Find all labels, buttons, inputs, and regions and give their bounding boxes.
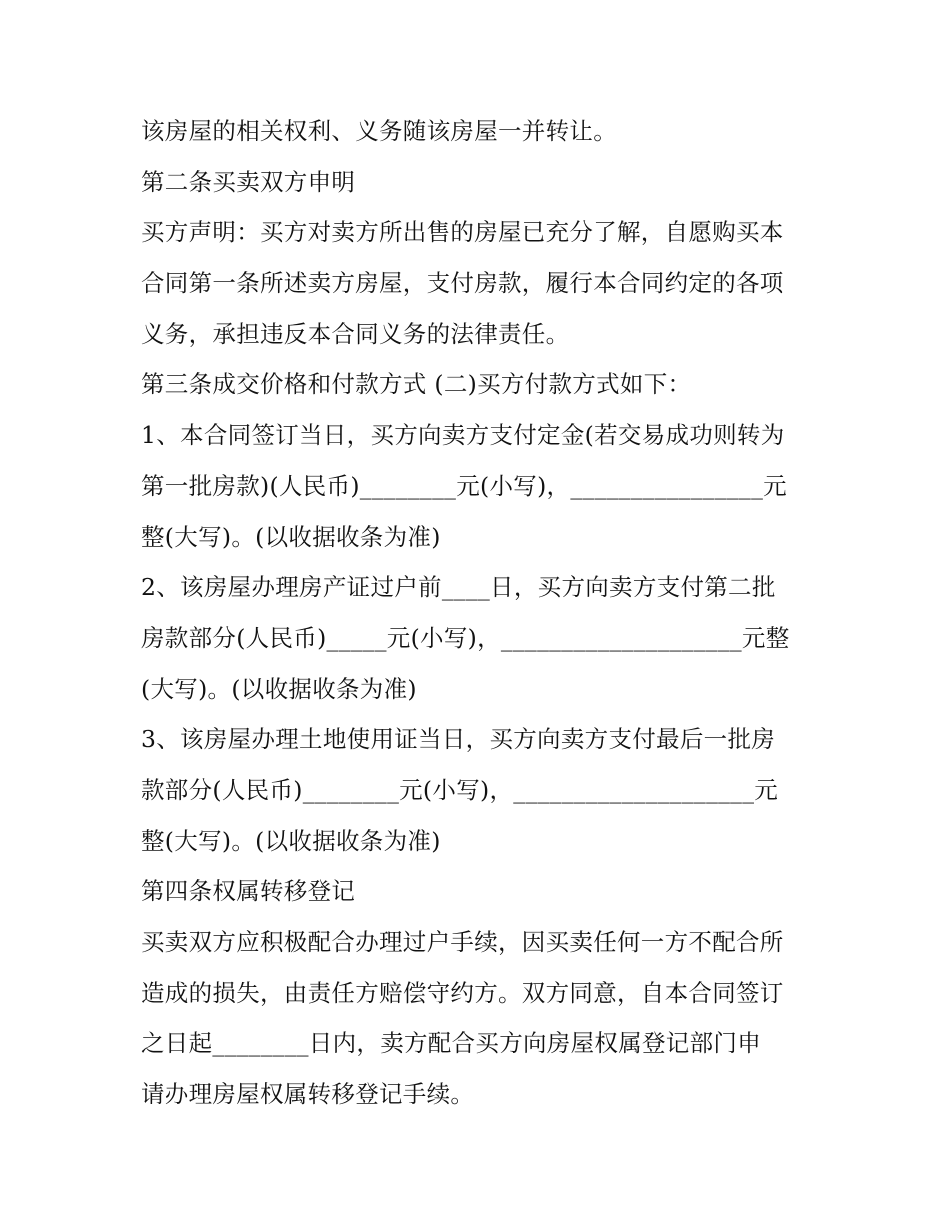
- paragraph-line: 整(大写)。(以收据收条为准): [141, 826, 441, 855]
- section-heading-article-4: 第四条权属转移登记: [141, 877, 356, 906]
- paragraph-line: 款部分(人民币)________元(小写)，____________________元: [141, 775, 779, 804]
- section-heading-article-3: 第三条成交价格和付款方式 (二)买方付款方式如下：: [141, 370, 692, 399]
- paragraph-line: 3、该房屋办理土地使用证当日，买方向卖方支付最后一批房: [141, 725, 776, 754]
- paragraph-line: 之日起________日内，卖方配合买方向房屋权属登记部门申: [141, 1029, 761, 1058]
- document-body: [141, 106, 821, 1120]
- paragraph-line: 合同第一条所述卖方房屋，支付房款，履行本合同约定的各项: [141, 269, 784, 298]
- paragraph-line: 第一批房款)(人民币)________元(小写)，________________元: [141, 471, 787, 500]
- paragraph-line: 买卖双方应积极配合办理过户手续，因买卖任何一方不配合所: [141, 928, 784, 956]
- paragraph-line: 造成的损失，由责任方赔偿守约方。双方同意，自本合同签订: [141, 978, 784, 1007]
- paragraph-line: 买方声明：买方对卖方所出售的房屋已充分了解，自愿购买本: [141, 218, 784, 247]
- paragraph-line: 1、本合同签订当日，买方向卖方支付定金(若交易成功则转为: [141, 421, 785, 450]
- paragraph-line: 整(大写)。(以收据收条为准): [141, 522, 441, 551]
- paragraph-line: 义务，承担违反本合同义务的法律责任。: [141, 319, 570, 348]
- section-heading-article-2: 第二条买卖双方申明: [141, 167, 356, 196]
- paragraph-line: (大写)。(以收据收条为准): [141, 674, 417, 703]
- paragraph-line: 2、该房屋办理房产证过户前____日，买方向卖方支付第二批: [141, 573, 776, 602]
- paragraph-line: 请办理房屋权属转移登记手续。: [141, 1080, 475, 1109]
- paragraph-line: 该房屋的相关权利、义务随该房屋一并转让。: [141, 117, 617, 145]
- paragraph-line: 房款部分(人民币)_____元(小写)，____________________元整: [141, 623, 790, 652]
